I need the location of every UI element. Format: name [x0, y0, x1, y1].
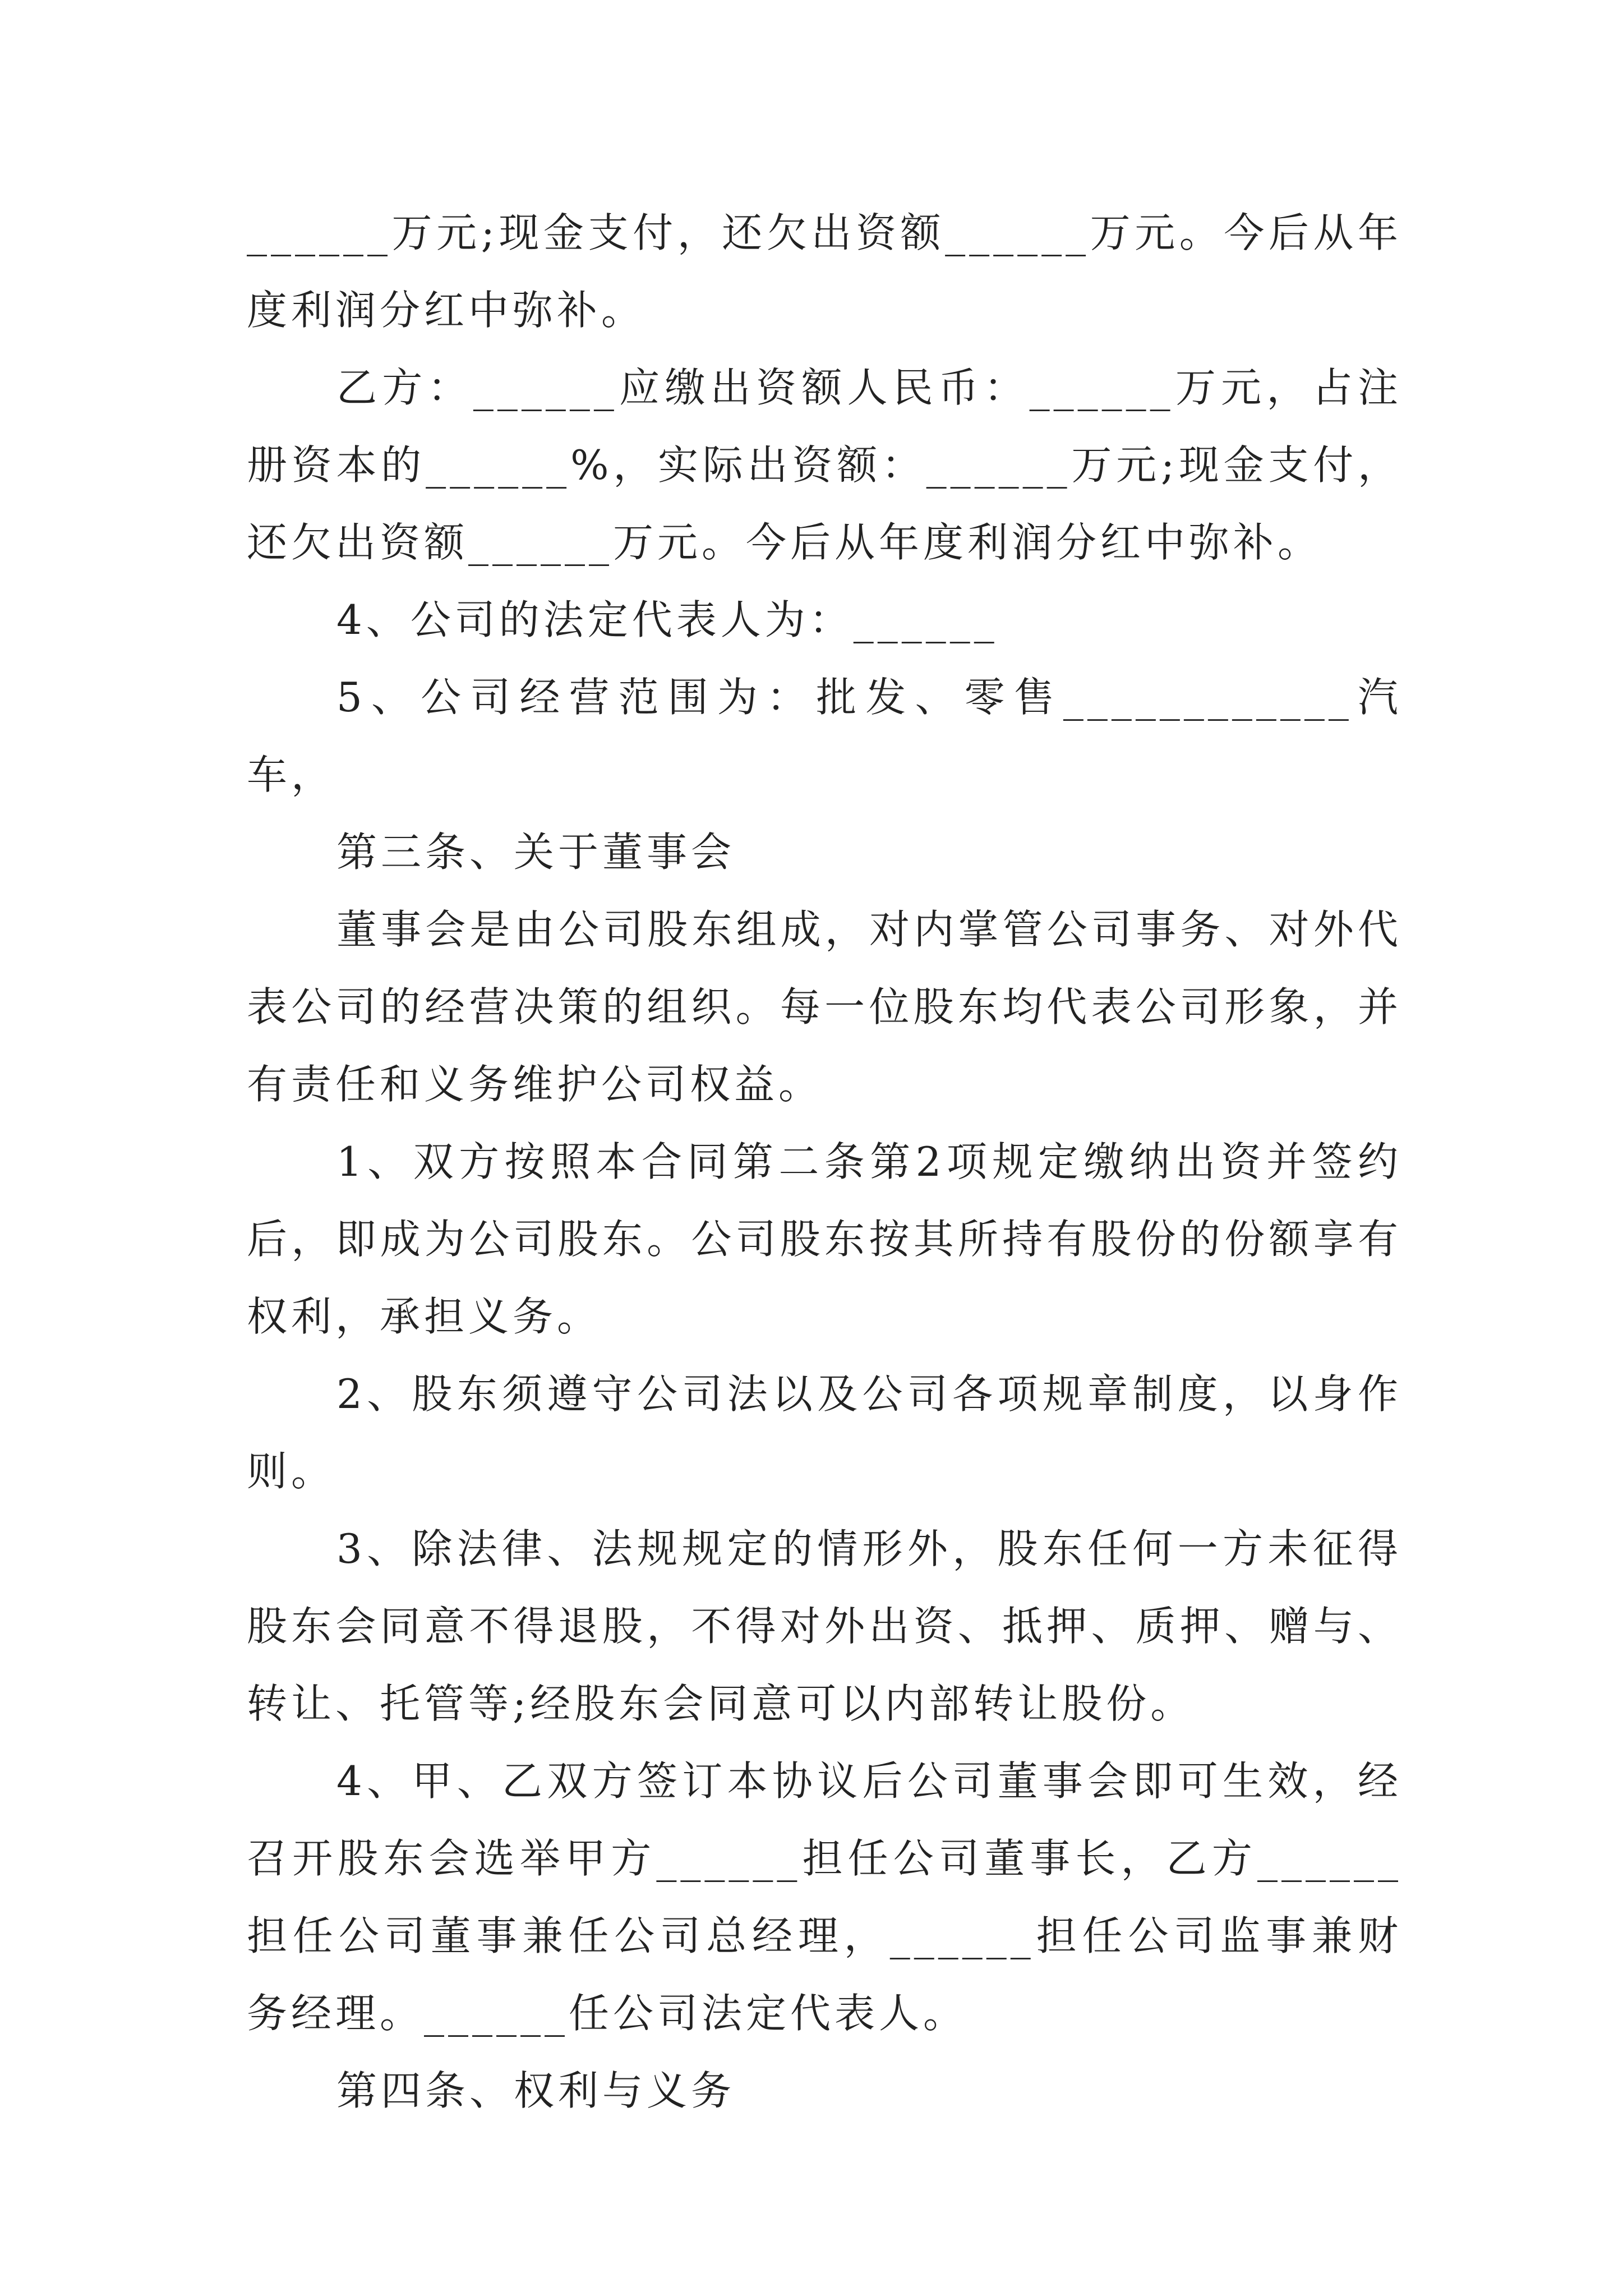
- paragraph-board-definition: 董事会是由公司股东组成，对内掌管公司事务、对外代表公司的经营决策的组织。每一位股东均代表公司形象，并有责任和义务维护公司权益。: [247, 906, 1402, 1108]
- section-heading-article-3: 第三条、关于董事会: [336, 829, 736, 876]
- paragraph-clause-1: 1、双方按照本合同第二条第2项规定缴纳出资并签约后，即成为公司股东。公司股东按其所持有股份的份额享有权利，承担义务。: [247, 1138, 1402, 1340]
- paragraph-clause-2: 2、股东须遵守公司法以及公司各项规章制度，以身作则。: [247, 1370, 1402, 1495]
- paragraph-clause-3: 3、除法律、法规规定的情形外，股东任何一方未征得股东会同意不得退股，不得对外出资、抵押、质押、赠与、转让、托管等;经股东会同意可以内部转让股份。: [247, 1525, 1402, 1727]
- paragraph-business-scope: 5、公司经营范围为：批发、零售____________汽车，: [247, 674, 1402, 798]
- paragraph-party-b-capital: 乙方：______应缴出资额人民币：______万元，占注册资本的______%，实际出资额：______万元;现金支付，还欠出资额______万元。今后从年度利润分红中弥补。: [247, 364, 1402, 566]
- paragraph-legal-representative: 4、公司的法定代表人为：______: [336, 596, 998, 643]
- document-body: [247, 194, 1402, 2129]
- paragraph-capital-continuation: ______万元;现金支付，还欠出资额______万元。今后从年度利润分红中弥补。: [247, 209, 1402, 334]
- paragraph-clause-4: 4、甲、乙双方签订本协议后公司董事会即可生效，经召开股东会选举甲方______担任公司董事长，乙方______担任公司董事兼任公司总经理，______担任公司监事兼财务经理。______任公司法定代表人。: [247, 1757, 1402, 2037]
- section-heading-article-4: 第四条、权利与义务: [336, 2067, 736, 2114]
